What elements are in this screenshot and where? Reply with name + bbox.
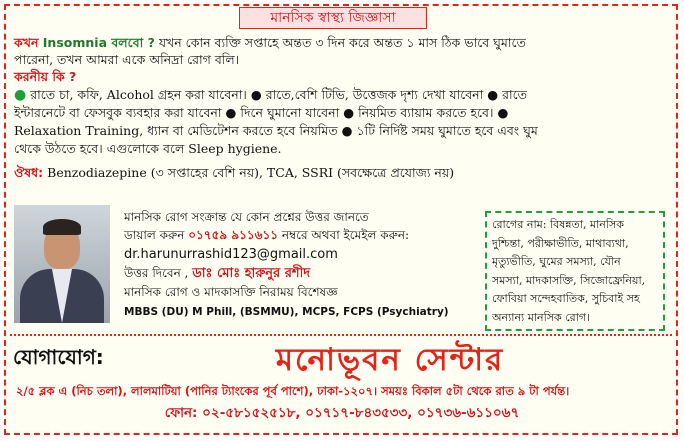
answer-prefix: উত্তর দিবেন , (124, 266, 193, 280)
todo-text-1: রাতে চা, কফি, Alcohol গ্রহন করা যাবেনা। ● রাতে,বেশি টিভি, উত্তেজক দৃশ্য দেখা যাবেনা ● রাতে (30, 87, 528, 102)
doctor-name-line (124, 265, 310, 282)
contact-label: যোগাযোগ: (13, 345, 104, 369)
disease-list-box (485, 211, 665, 331)
todo-line-3: Relaxation Training, ধ্যান বা মেডিটেশন করতে হবে নিয়মিত ● ১টি নির্দিষ্ট সময় ঘুমাতে হবে এবং ঘুম (14, 123, 538, 138)
doctor-email[interactable]: dr.harunurrashid123@gmail.com (124, 247, 338, 262)
contact-phone[interactable]: ফোন: ০২-৫৮১৫২৫১৮, ০১৭১৭-৮৪৩৫৩৩, ০১৭৩৬-৬১১০৬৭ (164, 405, 520, 421)
todo-line-4: থেকে উঠতে হবে। এগুলোকে বলে Sleep hygiene. (14, 141, 282, 156)
question-prefix: কখন (14, 35, 43, 50)
dial-prefix: ডায়াল করুন (124, 228, 189, 242)
disease-line: সমস্যা, মাদকাসক্তি, সিজোফ্রেনিয়া, (492, 273, 646, 287)
question-text: যখন কোন ব্যক্তি সপ্তাহে অন্তত ৩ দিন করে অন্তত ১ মাস ঠিক ভাবে ঘুমাতে (154, 35, 526, 50)
medicine-line (14, 164, 454, 181)
doctor-dial-line (124, 227, 409, 244)
doctor-specialty: মানসিক রোগ ও মাদকাসক্তি নিরাময় বিশেষজ্ঞ (124, 285, 338, 299)
disease-line: মৃত্যুভীতি, ঘুমের সমস্যা, যৌন (492, 255, 621, 268)
todo-line-1 (14, 86, 527, 104)
doctor-degrees: MBBS (DU) M Phill, (BSMMU), MCPS, FCPS (Psychiatry) (124, 306, 449, 318)
page-title: মানসিক স্বাস্থ্য জিজ্ঞাসা (239, 7, 427, 29)
todo-heading: করনীয় কি ? (14, 69, 77, 84)
dial-suffix: নম্বরে অথবা ইমেইল করুন: (278, 228, 410, 242)
doctor-photo (14, 205, 110, 323)
question-line-2: পারেনা, তখন আমরা একে অনিদ্রা রোগ বলি। (14, 52, 240, 67)
todo-line-2: ইন্টারনেটে বা ফেসবুক ব্যবহার করা যাবেনা ● দিনে ঘুমানো যাবেনা ● নিয়মিত ব্যায়াম করতে হবে। ● (14, 105, 509, 120)
doctor-intro: মানসিক রোগ সংক্রান্ত যে কোন প্রশ্নের উত্তর জানতে (124, 210, 369, 224)
doctor-name: ডাঃ মোঃ হারুনুর রশীদ (192, 266, 311, 281)
disease-line: অন্যান্য মানসিক রোগ। (492, 310, 591, 324)
dial-number[interactable]: ০১৭৫৯ ৯১১৬১১ (188, 228, 279, 242)
contact-address: ২/৫ ব্লক এ (নিচ তলা), লালমাটিয়া (পানির ট্যাংকের পূর্ব পাশে), ঢাকা-১২০৭। সময়ঃ বিকাল ৫টা থেকে রাত ৯ টা পর্যন্ত। (16, 384, 570, 398)
medicine-label: ঔষধ: (14, 165, 44, 180)
disease-line: ফোবিয়া সন্দেহবাতিক, সুচিবাই সহ (492, 292, 640, 305)
question-line-1 (14, 34, 526, 51)
bullet-dot-icon: ● (14, 87, 27, 103)
center-name: মনোভূবন সেন্টার (275, 342, 505, 378)
question-highlight: Insomnia বলবো ? (42, 35, 155, 50)
disease-line: রোগের নাম: বিষন্নতা, মানসিক (492, 218, 624, 231)
disease-line: দুশ্চিন্তা, পরীক্ষাভীতি, মাথাব্যথা, (492, 236, 629, 250)
medicine-text: Benzodiazepine (৩ সপ্তাহের বেশি নয়), TCA, SSRI (সবক্ষেত্রে প্রযোজ্য নয়) (43, 165, 455, 180)
